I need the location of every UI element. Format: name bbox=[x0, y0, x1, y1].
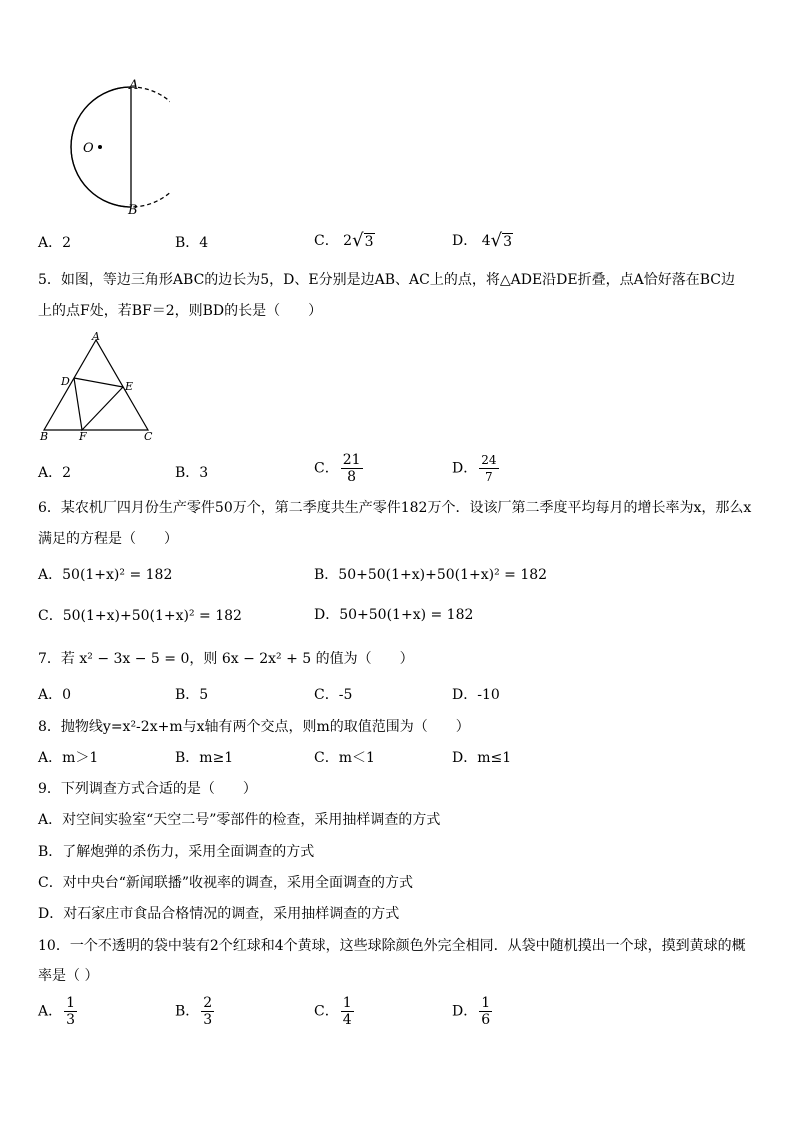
q5-figure bbox=[36, 330, 166, 445]
label-c: C bbox=[144, 430, 153, 443]
q10-option-a: A． $\frac{1}{3}$ bbox=[38, 995, 76, 1028]
label-o: O bbox=[83, 141, 94, 156]
q9-option-d: D．对石家庄市食品合格情况的调查，采用抽样调查的方式 bbox=[38, 906, 400, 922]
q6-stem-line1: 6．某农机厂四月份生产零件50万个，第二季度共生产零件182万个．设该厂第二季度平均每月的增长率为x，那么x bbox=[38, 500, 752, 516]
q10-option-b: B． $\frac{2}{3}$ bbox=[175, 995, 213, 1028]
q6-option-c: C．50(1+x)+50(1+x)² = 182 bbox=[38, 608, 242, 624]
q7-stem: 7．若 x² − 3x − 5 = 0，则 6x − 2x² + 5 的值为（ ） bbox=[38, 651, 414, 667]
q10-stem-line1: 10．一个不透明的袋中装有2个红球和4个黄球，这些球除颜色外完全相同．从袋中随机摸出一个球，摸到黄球的概 bbox=[38, 938, 746, 954]
q7-option-a: A．0 bbox=[38, 687, 72, 703]
q7-option-d: D．-10 bbox=[452, 687, 500, 703]
label-a: A bbox=[92, 330, 100, 343]
q4-figure bbox=[30, 78, 170, 218]
label-e: E bbox=[125, 380, 134, 393]
q6-stem-line2: 满足的方程是（ ） bbox=[38, 531, 178, 547]
center-point bbox=[98, 145, 102, 149]
q5-option-d: D． $\frac{24}{7}$ bbox=[452, 453, 497, 484]
q9-option-c: C．对中央台“新闻联播”收视率的调查，采用全面调查的方式 bbox=[38, 875, 414, 891]
q5-option-b: B．3 bbox=[175, 465, 209, 481]
q7-option-b: B．5 bbox=[175, 687, 209, 703]
q9-option-b: B．了解炮弹的杀伤力，采用全面调查的方式 bbox=[38, 844, 315, 860]
circle-dashed-arc bbox=[131, 87, 170, 207]
q4-option-d: D． 4 √ 3 bbox=[452, 230, 513, 251]
label-b: B bbox=[40, 430, 49, 443]
q9-option-a: A．对空间实验室“天空二号”零部件的检查，采用抽样调查的方式 bbox=[38, 812, 441, 828]
q4-option-c: C． 2 √ 3 bbox=[314, 230, 374, 251]
q6-option-b: B．50+50(1+x)+50(1+x)² = 182 bbox=[314, 567, 548, 583]
q8-stem: 8．抛物线y=x²-2x+m与x轴有两个交点，则m的取值范围为（ ） bbox=[38, 719, 470, 735]
q6-option-d: D．50+50(1+x) = 182 bbox=[314, 607, 474, 623]
q8-option-b: B．m≥1 bbox=[175, 750, 234, 766]
q4-option-a: A．2 bbox=[38, 235, 72, 251]
q7-option-c: C．-5 bbox=[314, 687, 353, 703]
label-f: F bbox=[79, 430, 87, 443]
q5-option-c: C． $\frac{21}{8}$ bbox=[314, 452, 361, 485]
label-a: A bbox=[129, 78, 139, 93]
q5-stem-line2: 上的点F处，若BF＝2，则BD的长是（ ） bbox=[38, 303, 323, 319]
q10-option-c: C． $\frac{1}{4}$ bbox=[314, 995, 352, 1028]
fold-line-de bbox=[74, 378, 123, 387]
label-b: B bbox=[128, 203, 138, 218]
q10-stem-line2: 率是（ ） bbox=[38, 968, 99, 984]
label-d: D bbox=[61, 375, 70, 388]
q8-option-d: D．m≤1 bbox=[452, 750, 512, 766]
q9-stem: 9．下列调查方式合适的是（ ） bbox=[38, 781, 257, 797]
q5-stem-line1: 5．如图，等边三角形ABC的边长为5，D、E分别是边AB、AC上的点，将△ADE沿DE折叠，点A恰好落在BC边 bbox=[38, 272, 735, 288]
q8-option-a: A．m＞1 bbox=[38, 750, 99, 766]
q10-option-d: D． $\frac{1}{6}$ bbox=[452, 995, 491, 1028]
q5-option-a: A．2 bbox=[38, 465, 72, 481]
q4-option-b: B．4 bbox=[175, 235, 209, 251]
q6-option-a: A．50(1+x)² = 182 bbox=[38, 567, 173, 583]
q8-option-c: C．m＜1 bbox=[314, 750, 375, 766]
